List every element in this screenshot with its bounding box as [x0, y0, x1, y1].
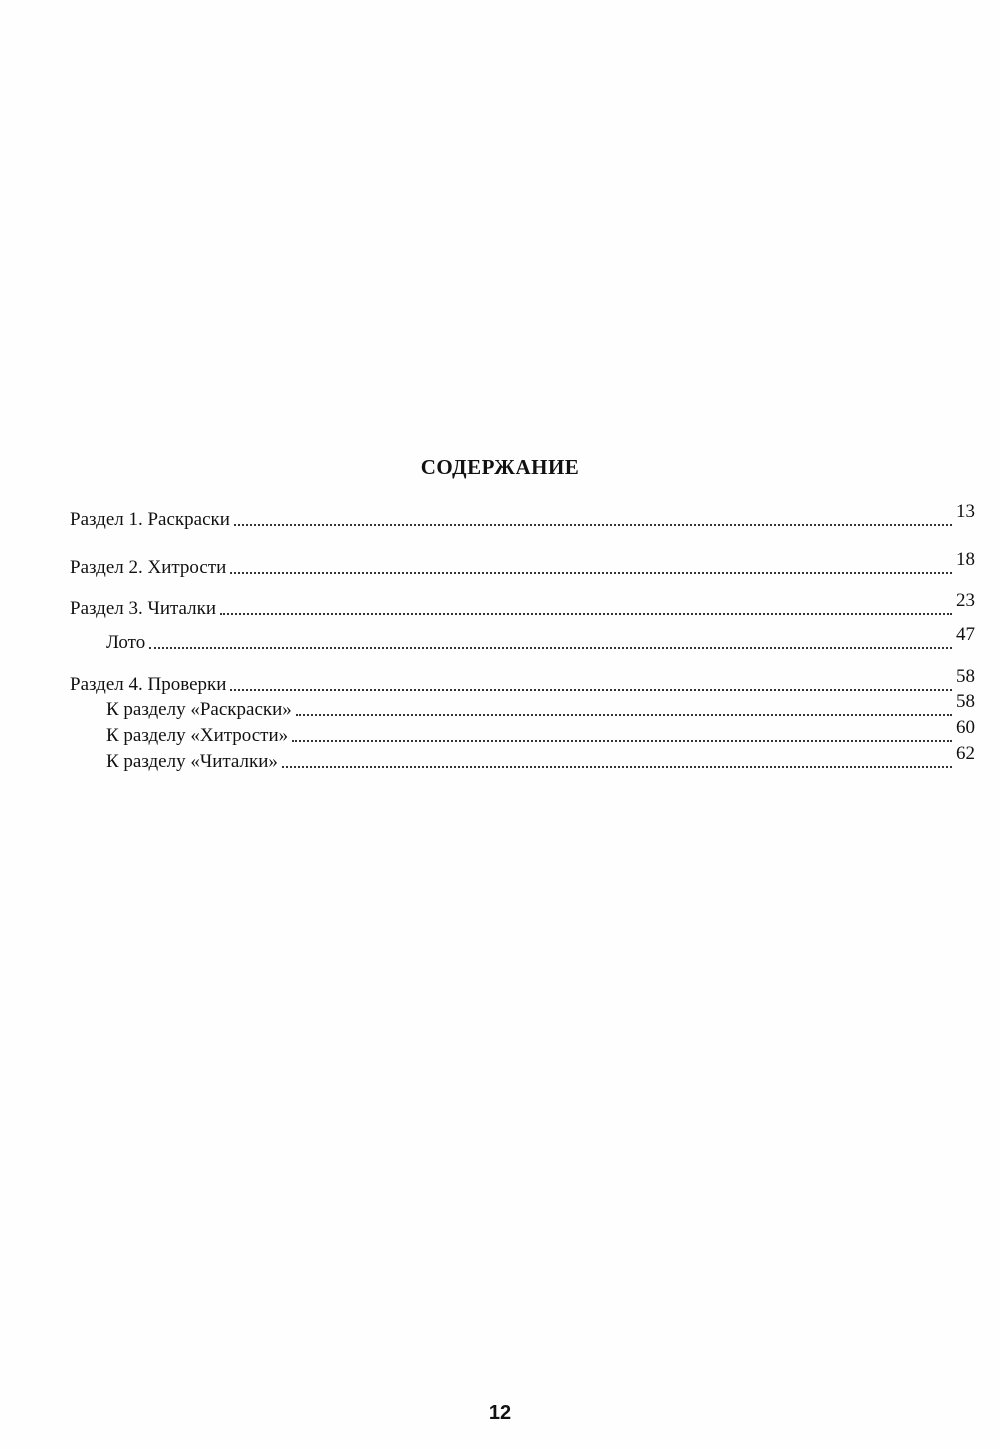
toc-entry-page: 58: [956, 666, 975, 687]
toc-entry-label: Раздел 2. Хитрости: [70, 557, 227, 578]
toc-leader-dots: [234, 524, 952, 526]
toc-leader-dots: [292, 740, 952, 742]
toc-leader-dots: [230, 689, 952, 691]
toc-entry-page: 13: [956, 501, 975, 522]
toc-entry-page: 47: [956, 624, 975, 645]
toc-entry-label: Лото: [106, 632, 146, 653]
toc-leader-dots: [149, 647, 952, 649]
toc-entry-page: 23: [956, 590, 975, 611]
page-number: 12: [488, 1402, 512, 1424]
toc-leader-dots: [230, 572, 952, 574]
toc-leader-dots: [220, 613, 952, 615]
toc-leader-dots: [296, 714, 952, 716]
toc-entry-section-1[interactable]: [70, 501, 975, 531]
toc-entry-page: 60: [956, 717, 975, 738]
toc-entry-check-khitrosti[interactable]: [106, 717, 975, 747]
toc-entry-loto[interactable]: [106, 624, 975, 654]
toc-title: СОДЕРЖАНИЕ: [420, 455, 580, 479]
toc-entry-check-raskraski[interactable]: [106, 691, 975, 721]
toc-entry-label: Раздел 1. Раскраски: [70, 509, 230, 530]
toc-entry-section-2[interactable]: [70, 549, 975, 579]
toc-entry-label: К разделу «Читалки»: [106, 751, 278, 772]
toc-entry-label: Раздел 3. Читалки: [70, 598, 217, 619]
toc-entry-check-chitalki[interactable]: [106, 743, 975, 773]
toc-entry-page: 62: [956, 743, 975, 764]
toc-entry-section-4[interactable]: [70, 666, 975, 696]
toc-entry-page: 58: [956, 691, 975, 712]
toc-entry-label: К разделу «Хитрости»: [106, 725, 289, 746]
toc-entry-section-3[interactable]: [70, 590, 975, 620]
toc-entry-label: К разделу «Раскраски»: [106, 699, 292, 720]
toc-entry-page: 18: [956, 549, 975, 570]
toc-leader-dots: [282, 766, 952, 768]
toc-entry-label: Раздел 4. Проверки: [70, 674, 227, 695]
